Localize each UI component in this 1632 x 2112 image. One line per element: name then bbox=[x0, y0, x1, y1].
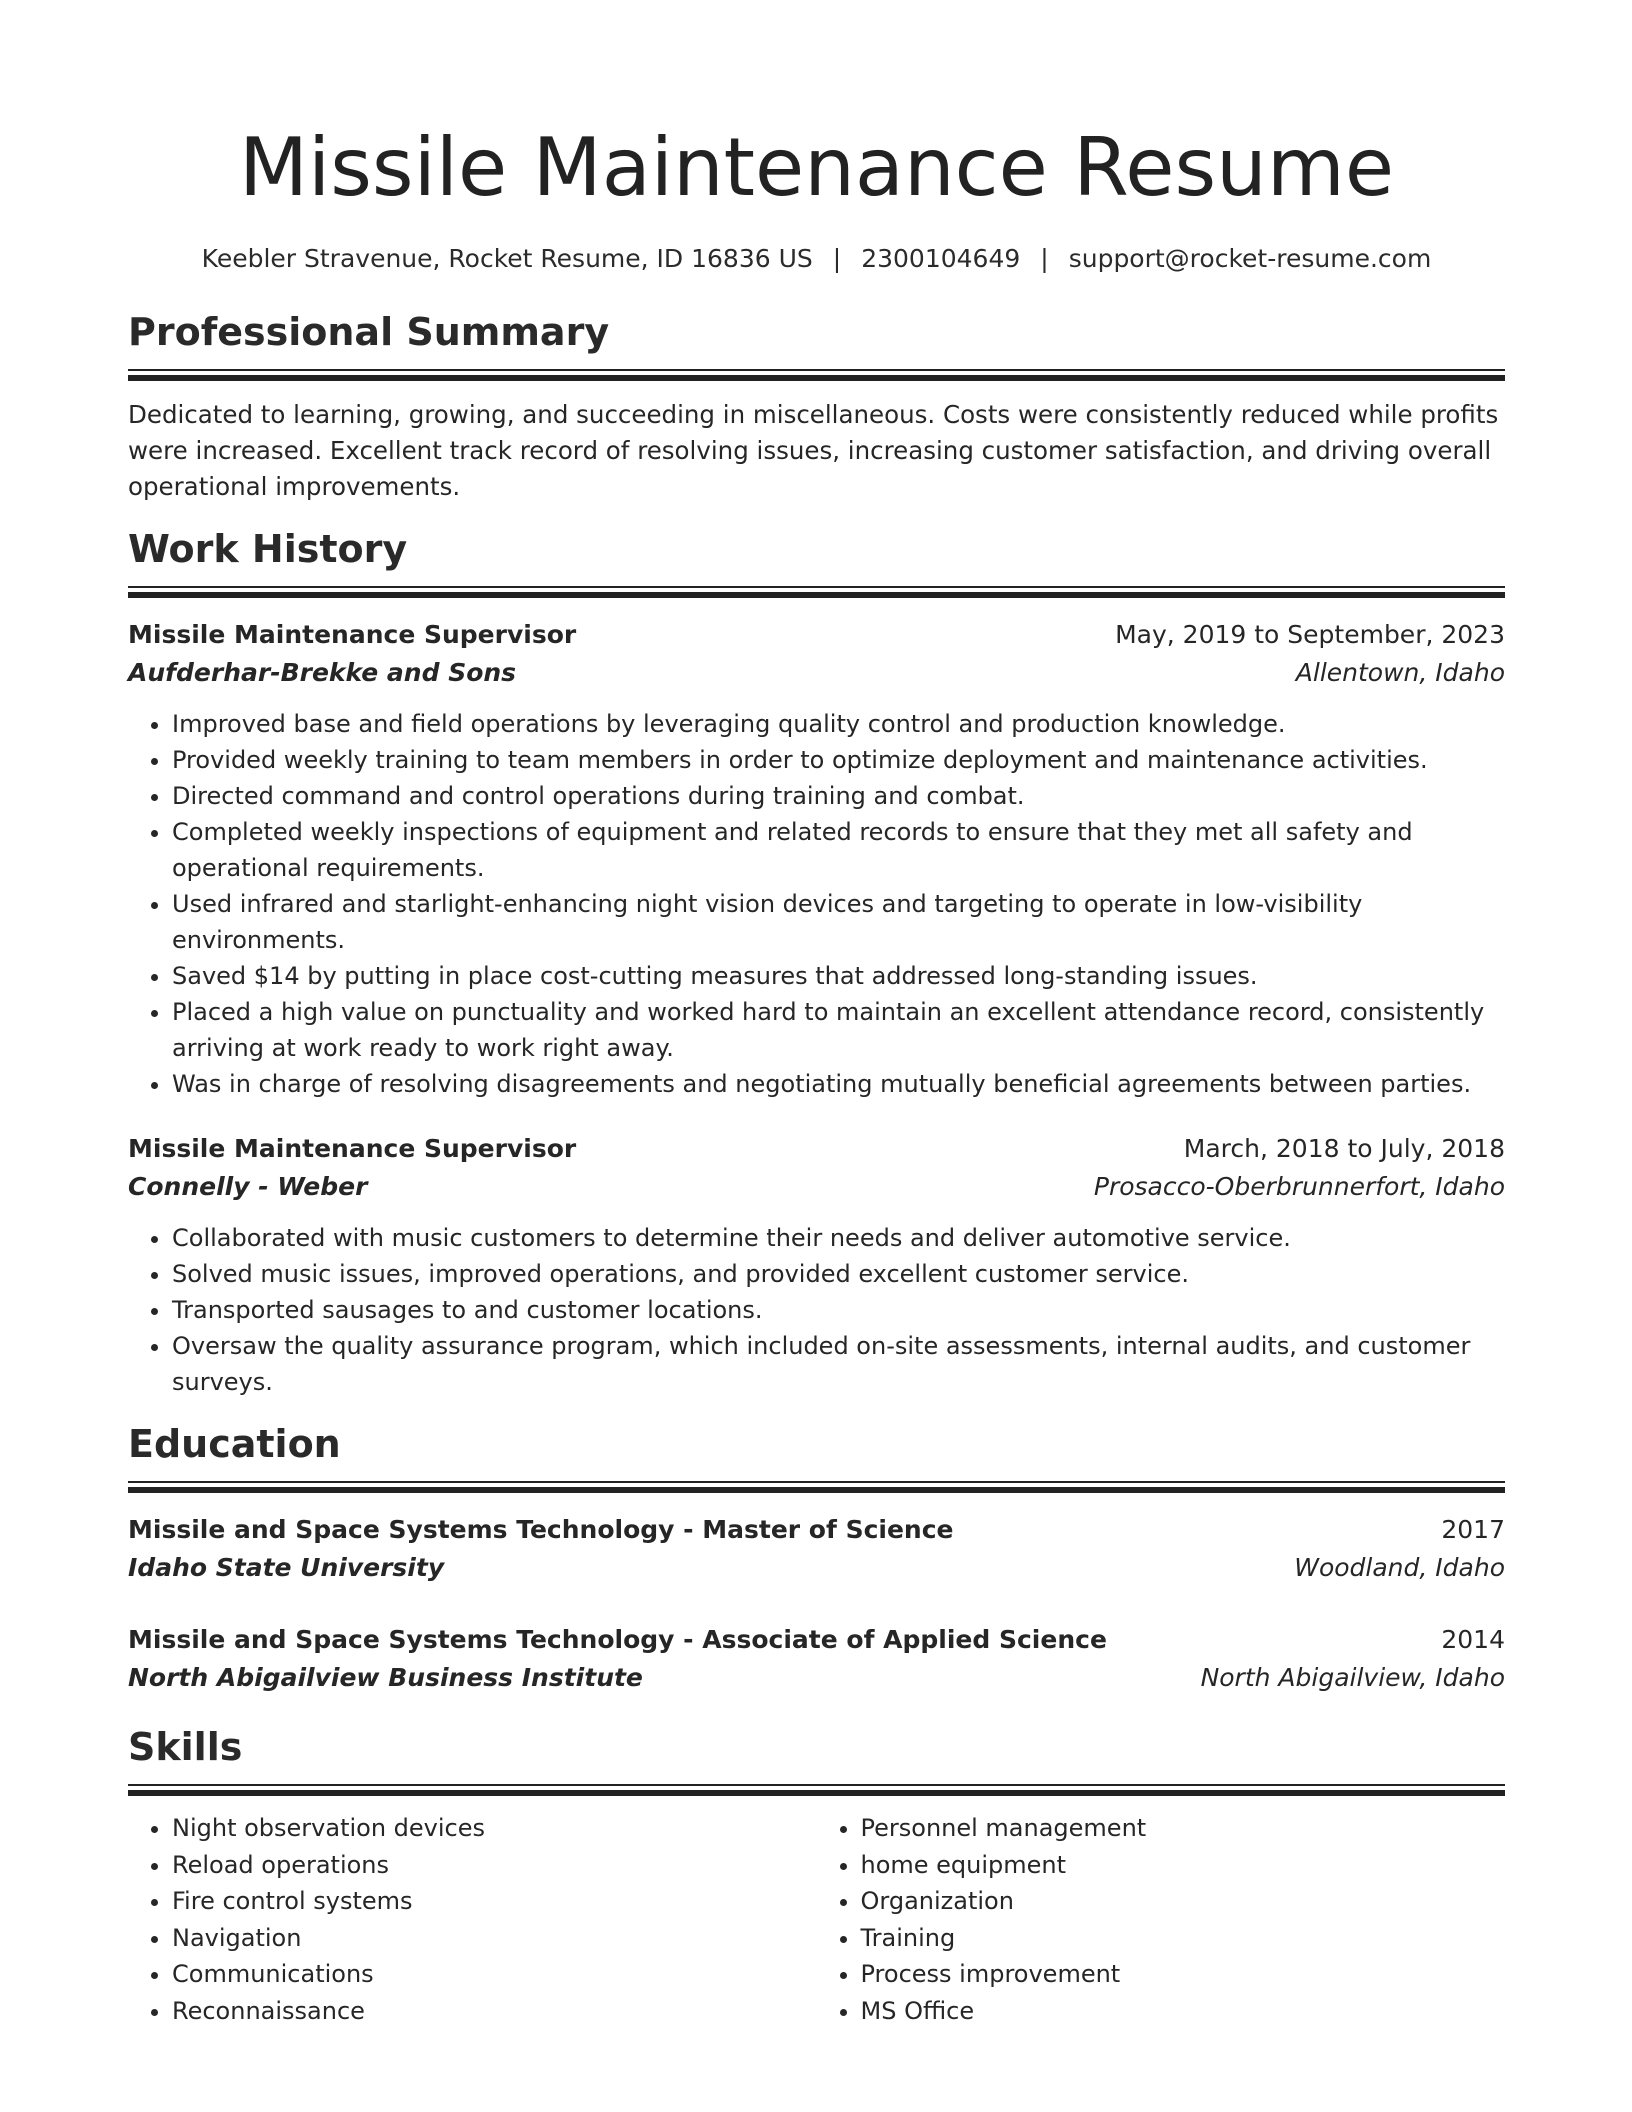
education-entry bbox=[128, 1621, 1505, 1697]
education-header-row bbox=[128, 1511, 1505, 1549]
job-title: Missile Maintenance Supervisor bbox=[128, 1134, 577, 1163]
list-item: • Used infrared and starlight-enhancing night vision devices and targeting to operate in low-visibility environments. bbox=[172, 886, 1505, 958]
list-item: • Personnel management bbox=[861, 1810, 1506, 1847]
skills-list-right bbox=[817, 1810, 1506, 2029]
education-school: Idaho State University bbox=[128, 1553, 445, 1582]
work-history-section bbox=[128, 524, 1505, 1400]
section-heading: Skills bbox=[128, 1725, 243, 1769]
education-school-row bbox=[128, 1659, 1505, 1697]
list-item: • Provided weekly training to team members in order to optimize deployment and maintenance activities. bbox=[172, 742, 1505, 778]
education-school-row bbox=[128, 1549, 1505, 1587]
summary-text: Dedicated to learning, growing, and succeeding in miscellaneous. Costs were consistently reduced while profits were increased. Excellent track record of resolving issues, increasing customer satisfaction, and driving overall operational improvements. bbox=[128, 400, 1499, 501]
skills-section bbox=[128, 1722, 1505, 2029]
list-item: • home equipment bbox=[861, 1847, 1506, 1884]
job-header-row bbox=[128, 616, 1505, 654]
education-location: Woodland, Idaho bbox=[1294, 1553, 1505, 1582]
contact-phone: 2300104649 bbox=[861, 244, 1021, 273]
job-location: Allentown, Idaho bbox=[1295, 658, 1505, 687]
list-item: • Communications bbox=[172, 1956, 817, 1993]
resume-title: Missile Maintenance Resume bbox=[238, 121, 1395, 214]
contact-separator: | bbox=[832, 244, 842, 273]
contact-line bbox=[128, 242, 1505, 276]
job-entry bbox=[128, 616, 1505, 1102]
section-divider bbox=[128, 586, 1505, 598]
list-item: • Completed weekly inspections of equipment and related records to ensure that they met all safety and operational requirements. bbox=[172, 814, 1505, 886]
list-item: • Navigation bbox=[172, 1920, 817, 1957]
education-entry bbox=[128, 1511, 1505, 1587]
section-heading: Work History bbox=[128, 527, 408, 571]
contact-email: support@rocket-resume.com bbox=[1068, 244, 1432, 273]
job-company: Aufderhar-Brekke and Sons bbox=[128, 658, 517, 687]
job-entry bbox=[128, 1130, 1505, 1400]
list-item: • Organization bbox=[861, 1883, 1506, 1920]
list-item: • Was in charge of resolving disagreements and negotiating mutually beneficial agreements between parties. bbox=[172, 1066, 1505, 1102]
education-degree: Missile and Space Systems Technology - Master of Science bbox=[128, 1515, 954, 1544]
contact-address: Keebler Stravenue, Rocket Resume, ID 16836 US bbox=[201, 244, 813, 273]
section-divider bbox=[128, 369, 1505, 381]
summary-section bbox=[128, 307, 1505, 505]
list-item: • Directed command and control operations during training and combat. bbox=[172, 778, 1505, 814]
job-bullets bbox=[128, 1220, 1505, 1400]
skills-columns bbox=[128, 1810, 1505, 2029]
list-item: • Saved $14 by putting in place cost-cutting measures that addressed long-standing issues. bbox=[172, 958, 1505, 994]
list-item: • Collaborated with music customers to determine their needs and deliver automotive service. bbox=[172, 1220, 1505, 1256]
section-divider bbox=[128, 1784, 1505, 1796]
job-header-row bbox=[128, 1130, 1505, 1168]
job-dates: March, 2018 to July, 2018 bbox=[1183, 1134, 1505, 1163]
list-item: • Oversaw the quality assurance program, which included on-site assessments, internal audits, and customer surveys. bbox=[172, 1328, 1505, 1400]
job-company-row bbox=[128, 1168, 1505, 1206]
list-item: • Process improvement bbox=[861, 1956, 1506, 1993]
list-item: • Transported sausages to and customer locations. bbox=[172, 1292, 1505, 1328]
skills-list-left bbox=[128, 1810, 817, 2029]
job-company: Connelly - Weber bbox=[128, 1172, 368, 1201]
section-heading: Professional Summary bbox=[128, 310, 610, 354]
education-degree: Missile and Space Systems Technology - Associate of Applied Science bbox=[128, 1625, 1107, 1654]
job-dates: May, 2019 to September, 2023 bbox=[1115, 620, 1505, 649]
education-school: North Abigailview Business Institute bbox=[128, 1663, 643, 1692]
list-item: • MS Office bbox=[861, 1993, 1506, 2030]
list-item: • Reconnaissance bbox=[172, 1993, 817, 2030]
job-location: Prosacco-Oberbrunnerfort, Idaho bbox=[1093, 1172, 1505, 1201]
list-item: • Placed a high value on punctuality and worked hard to maintain an excellent attendance record, consistently arriving at work ready to work right away. bbox=[172, 994, 1505, 1066]
list-item: • Training bbox=[861, 1920, 1506, 1957]
education-year: 2014 bbox=[1441, 1625, 1505, 1654]
contact-separator: | bbox=[1040, 244, 1049, 273]
education-location: North Abigailview, Idaho bbox=[1200, 1663, 1505, 1692]
list-item: • Fire control systems bbox=[172, 1883, 817, 1920]
list-item: • Solved music issues, improved operations, and provided excellent customer service. bbox=[172, 1256, 1505, 1292]
list-item: • Improved base and field operations by leveraging quality control and production knowledge. bbox=[172, 706, 1505, 742]
list-item: • Reload operations bbox=[172, 1847, 817, 1884]
section-divider bbox=[128, 1481, 1505, 1493]
section-heading: Education bbox=[128, 1422, 341, 1466]
job-company-row bbox=[128, 654, 1505, 692]
education-year: 2017 bbox=[1441, 1515, 1505, 1544]
job-title: Missile Maintenance Supervisor bbox=[128, 620, 577, 649]
job-bullets bbox=[128, 706, 1505, 1102]
education-header-row bbox=[128, 1621, 1505, 1659]
education-section bbox=[128, 1419, 1505, 1697]
list-item: • Night observation devices bbox=[172, 1810, 817, 1847]
